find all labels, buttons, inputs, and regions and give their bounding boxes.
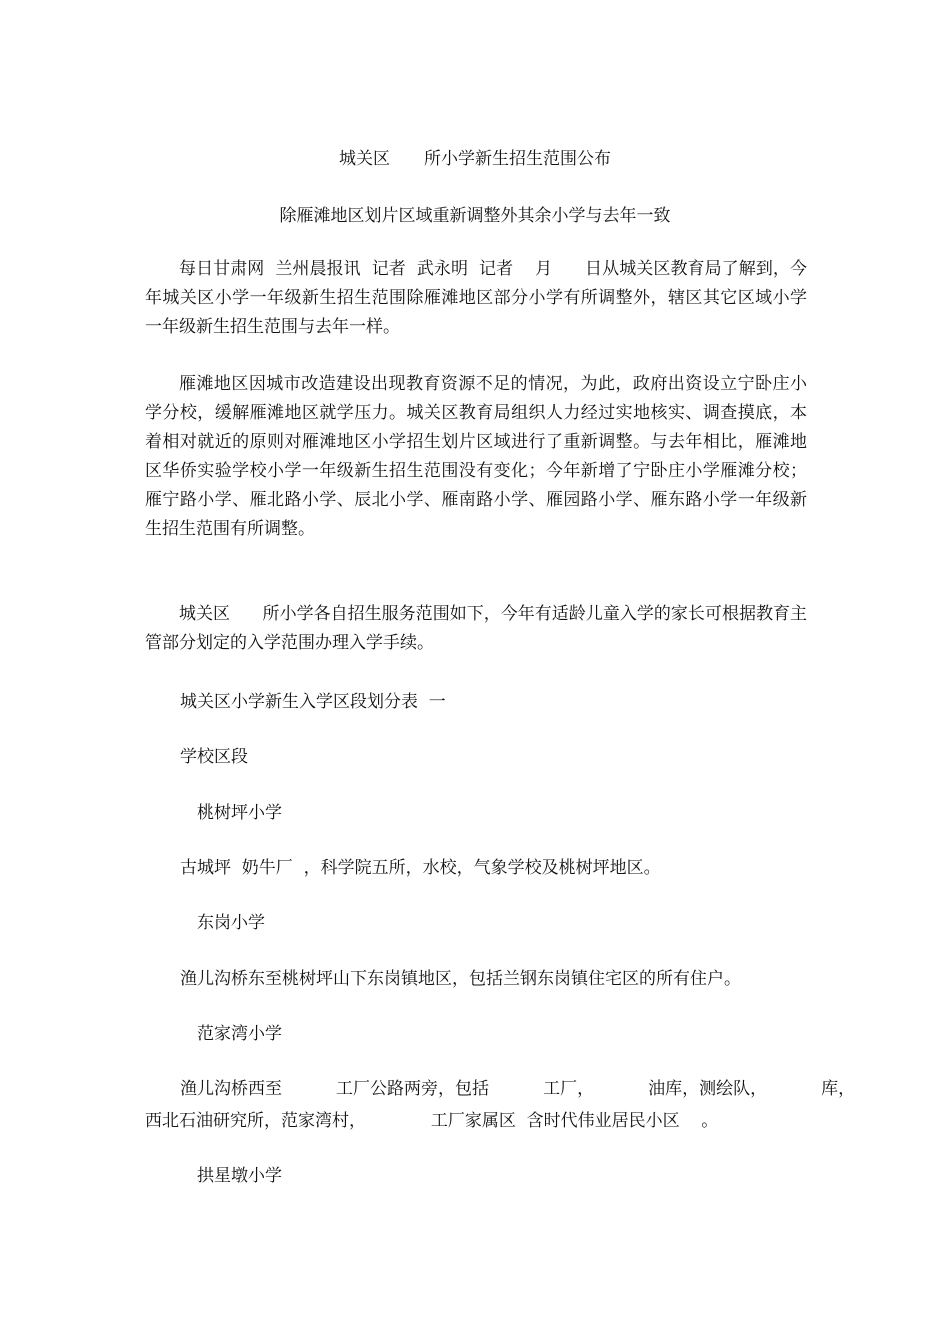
- paragraph-yantan: 雁滩地区因城市改造建设出现教育资源不足的情况，为此，政府出资设立宁卧庄小学分校，缓解雁滩地区就学压力。城关区教育局组织人力经过实地核实、调查摸底，本着相对就近的原则对雁滩地区小学招生划片区域进行了重新调整。与去年相比，雁滩地区华侨实验学校小学一年级新生招生范围没有变化；今年新增了宁卧庄小学雁滩分校；雁宁路小学、雁北路小学、辰北小学、雁南路小学、雁园路小学、雁东路小学一年级新生招生范围有所调整。: [145, 374, 807, 539]
- paragraph-ranges: 城关区 所小学各自招生服务范围如下，今年有适龄儿童入学的家长可根据教育主管部分划定的入学范围办理入学手续。: [145, 604, 807, 653]
- document-title: 城关区 所小学新生招生范围公布: [339, 149, 611, 169]
- school-range-fanjiawan: 渔儿沟桥西至 工厂公路两旁，包括 工厂， 油库，测绘队， 库，: [180, 1079, 856, 1099]
- paragraph-intro: 每日甘肃网 兰州晨报讯 记者 武永明 记者 月 日从城关区教育局了解到，今年城关区小学一年级新生招生范围除雁滩地区部分小学有所调整外，辖区其它区域小学一年级新生招生范围与去年一样。: [145, 259, 807, 337]
- school-name-donggang: 东岗小学: [197, 913, 265, 933]
- document-subtitle: 除雁滩地区划片区域重新调整外其余小学与去年一致: [279, 206, 671, 226]
- table-title: 城关区小学新生入学区段划分表 一: [180, 692, 446, 712]
- school-name-gongxingdun: 拱星墩小学: [197, 1166, 282, 1186]
- school-name-fanjiawan: 范家湾小学: [197, 1024, 282, 1044]
- school-range-taoshuping: 古城坪 奶牛厂 ，科学院五所，水校，气象学校及桃树坪地区。: [180, 858, 661, 878]
- school-range-fanjiawan-cont: 西北石油研究所，范家湾村， 工厂家属区 含时代伟业居民小区 。: [145, 1111, 719, 1131]
- table-header: 学校区段: [180, 747, 248, 767]
- school-name-taoshuping: 桃树坪小学: [197, 803, 282, 823]
- school-range-donggang: 渔儿沟桥东至桃树坪山下东岗镇地区，包括兰钢东岗镇住宅区的所有住户。: [180, 969, 741, 989]
